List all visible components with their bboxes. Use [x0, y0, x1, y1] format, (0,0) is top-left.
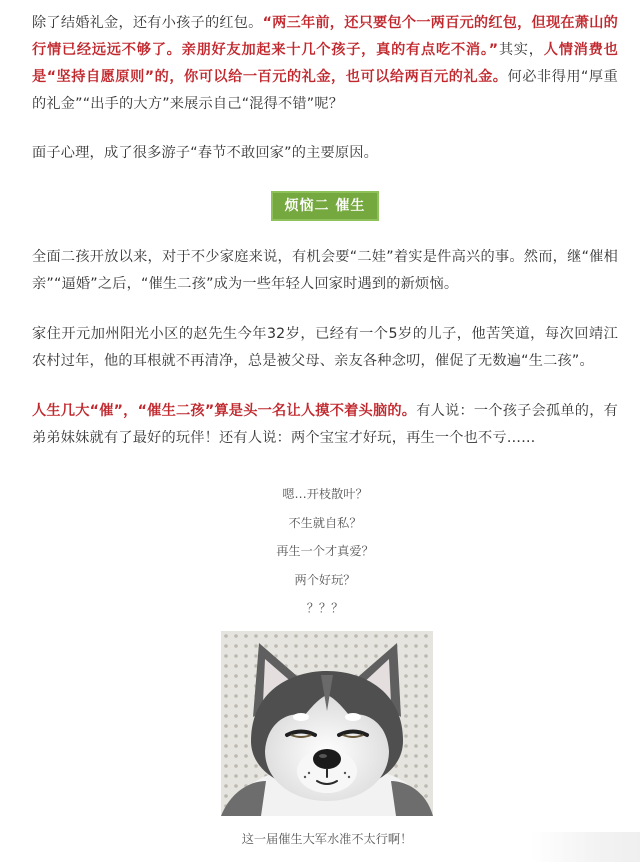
question-line: ？？？	[306, 601, 344, 615]
paragraph-urging	[32, 398, 618, 452]
photo-caption: 这一届催生大军水准不太行啊！	[241, 832, 413, 846]
section-title-badge: 烦恼二 催生	[271, 191, 380, 221]
husky-photo	[221, 631, 433, 816]
husky-dog-illustration	[221, 631, 433, 816]
paragraph-mr-zhao: 家住开元加州阳光小区的赵先生今年32岁，已经有一个5岁的儿子，他苦笑道，每次回靖江农村过年，他的耳根就不再清净，总是被父母、亲友各种念叨，催促了无数遍“生二孩”。	[32, 326, 618, 369]
question-line: 两个好玩？	[294, 572, 356, 587]
paragraph-gift-money	[32, 10, 618, 118]
paragraph-gift-money-outro: 何必非得用“厚重的礼金”“出手的大方”来展示自己“混得不错”呢？	[32, 69, 618, 112]
paragraph-gift-money-intro: 除了结婚礼金，还有小孩子的红包。	[32, 15, 263, 31]
highlight-urging: 人生几大“催”，“催生二孩”算是头一名让人摸不着头脑的。	[32, 403, 417, 419]
article-body	[32, 0, 618, 623]
paragraph-second-child-policy: 全面二孩开放以来，对于不少家庭来说，有机会要“二娃”着实是件高兴的事。然而，继“催相亲”“逼婚”之后，“催生二孩”成为一些年轻人回家时遇到的新烦恼。	[32, 249, 618, 292]
paragraph-gift-money-middle: 其实，	[498, 42, 544, 58]
question-line: 再生一个才真爱？	[276, 544, 374, 558]
question-line: 嗯…开枝散叶？	[282, 487, 368, 501]
corner-fade	[530, 832, 640, 862]
section-header-wrap	[32, 191, 618, 221]
paragraph-urging-rest: 有人说：一个孩子会孤单的，有弟弟妹妹就有了最好的玩伴！还有人说：两个宝宝才好玩，再生一个也不亏……	[32, 403, 618, 446]
quote-red-packet: “两三年前，还只要包个一两百元的红包，但现在萧山的行情已经远远不够了。亲朋好友加起来十几个孩子，真的有点吃不消。”	[32, 15, 619, 58]
paragraph-face: 面子心理，成了很多游子“春节不敢回家”的主要原因。	[32, 145, 379, 161]
question-line: 不生就自私？	[288, 515, 362, 530]
highlight-voluntary-principle: 人情消费也是“坚持自愿原则”的，你可以给一百元的礼金，也可以给两百元的礼金。	[32, 42, 618, 85]
question-list	[32, 480, 618, 623]
